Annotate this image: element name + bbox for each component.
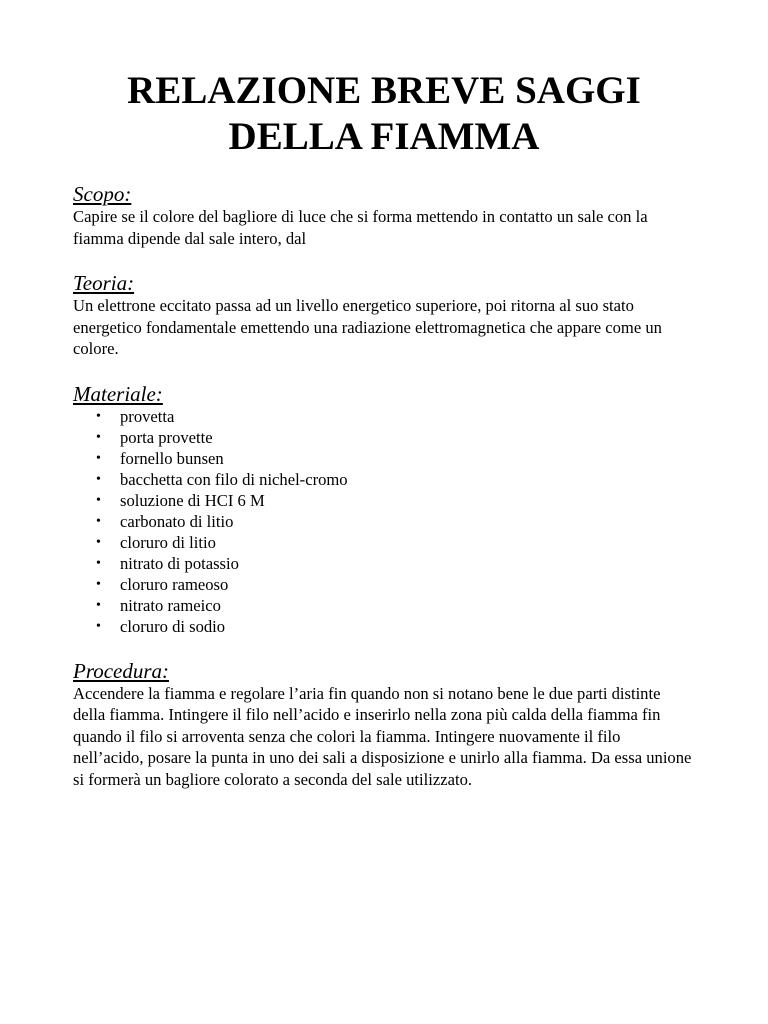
list-item-label: provetta — [120, 406, 175, 426]
list-item-label: fornello bunsen — [120, 448, 224, 468]
bullet-icon: • — [96, 471, 101, 487]
list-item — [73, 532, 695, 553]
document-page — [73, 68, 695, 812]
materials-list — [73, 406, 695, 637]
list-item-label: soluzione di HCI 6 M — [120, 490, 265, 510]
bullet-icon: • — [96, 450, 101, 466]
list-item — [73, 553, 695, 574]
section-scopo — [73, 182, 695, 249]
bullet-icon: • — [96, 513, 101, 529]
list-item-label: cloruro di sodio — [120, 616, 226, 636]
bullet-icon: • — [96, 555, 101, 571]
bullet-icon: • — [96, 429, 101, 445]
bullet-icon: • — [96, 534, 101, 550]
list-item — [73, 616, 695, 637]
document-title — [73, 68, 695, 160]
list-item-label: cloruro di litio — [120, 532, 216, 552]
list-item — [73, 469, 695, 490]
list-item — [73, 574, 695, 595]
bullet-icon: • — [96, 618, 101, 634]
bullet-icon: • — [96, 492, 101, 508]
bullet-icon: • — [96, 597, 101, 613]
list-item-label: bacchetta con filo di nichel-cromo — [120, 469, 348, 489]
list-item-label: nitrato di potassio — [120, 553, 239, 573]
teoria-heading: Teoria: — [73, 271, 135, 295]
list-item-label: cloruro rameoso — [120, 574, 229, 594]
list-item-label: porta provette — [120, 427, 213, 447]
list-item — [73, 490, 695, 511]
procedura-heading: Procedura: — [73, 658, 170, 683]
list-item — [73, 406, 695, 427]
title-line-1: RELAZIONE BREVE SAGGI — [127, 69, 641, 112]
section-teoria — [73, 271, 695, 360]
list-item — [73, 427, 695, 448]
bullet-icon: • — [96, 576, 101, 592]
bullet-icon: • — [96, 408, 101, 424]
list-item-label: carbonato di litio — [120, 511, 234, 531]
list-item-label: nitrato rameico — [120, 595, 221, 615]
section-procedura — [73, 659, 695, 791]
title-line-2: DELLA FIAMMA — [228, 115, 540, 158]
materiale-heading: Materiale: — [73, 381, 163, 406]
procedura-text: Accendere la fiamma e regolare l’aria fin quando non si notano bene le due parti distinte della fiamma. Intingere il filo nell’acido e inserirlo nella zona più calda della fiamma fin quando il filo si arroventa senza che colori la fiamma. Intingere nuovamente il filo nell’acido, posare la punta in uno dei sali a disposizione e unirlo alla fiamma. Da essa unione si formerà un bagliore colorato a seconda del sale utilizzato. — [73, 683, 692, 789]
list-item — [73, 448, 695, 469]
teoria-text: Un elettrone eccitato passa ad un livello energetico superiore, poi ritorna al suo stato energetico fondamentale emettendo una radiazione elettromagnetica che appare come un colore. — [73, 296, 662, 358]
scopo-heading: Scopo: — [73, 182, 132, 206]
section-materiale — [73, 382, 695, 637]
scopo-text: Capire se il colore del bagliore di luce che si forma mettendo in contatto un sale con la fiamma dipende dal sale intero, dal — [73, 207, 648, 248]
list-item — [73, 511, 695, 532]
list-item — [73, 595, 695, 616]
